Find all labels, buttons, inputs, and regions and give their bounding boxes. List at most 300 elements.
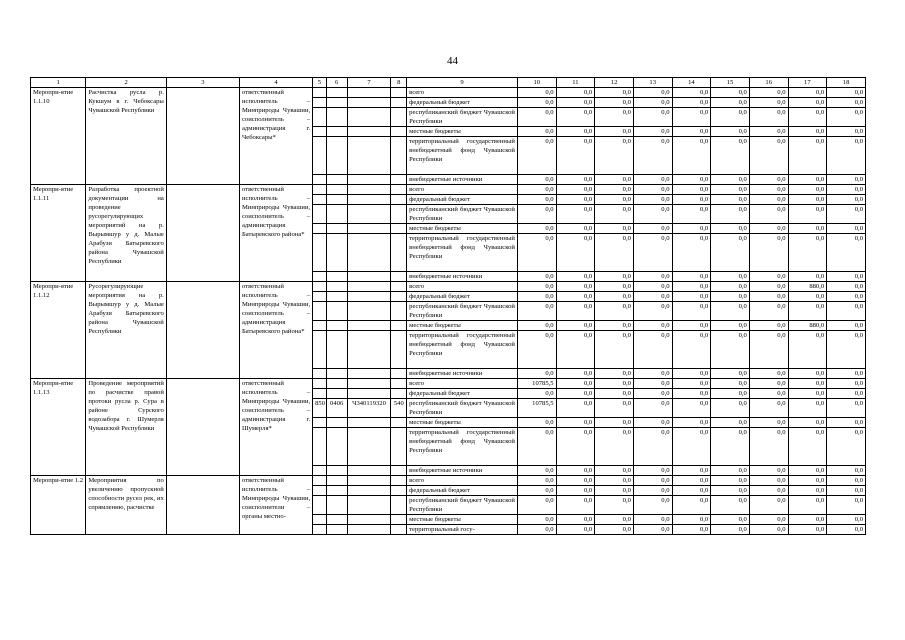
budget-code-c5 xyxy=(313,282,327,292)
funding-source: федеральный бюджет xyxy=(407,98,518,108)
amount-cell: 0,0 xyxy=(749,525,788,535)
funding-source: всего xyxy=(407,185,518,195)
table-row xyxy=(31,282,866,292)
amount-cell: 0,0 xyxy=(595,272,634,282)
amount-cell: 0,0 xyxy=(517,272,556,282)
event-name: Мероприятия по увеличению пропускной способности русел рек, их спрямлению, расчистке xyxy=(86,476,166,535)
amount-cell: 0,0 xyxy=(633,205,672,224)
amount-cell: 0,0 xyxy=(788,127,827,137)
budget-code-c6: 0406 xyxy=(326,399,347,418)
amount-cell: 0,0 xyxy=(633,234,672,272)
amount-cell: 0,0 xyxy=(672,476,711,486)
amount-cell: 0,0 xyxy=(556,399,595,418)
amount-cell: 0,0 xyxy=(556,466,595,476)
budget-code-c6 xyxy=(326,369,347,379)
amount-cell: 0,0 xyxy=(672,369,711,379)
event-code: Меропри-ятие 1.1.13 xyxy=(31,379,86,476)
amount-cell: 0,0 xyxy=(827,428,866,466)
funding-source: территориальный госу- xyxy=(407,525,518,535)
amount-cell: 0,0 xyxy=(517,224,556,234)
amount-cell: 0,0 xyxy=(672,234,711,272)
event-name: Расчистка русла р. Кукшум в г. Чебоксары Чувашской Республики xyxy=(86,88,166,185)
amount-cell: 0,0 xyxy=(556,486,595,496)
amount-cell: 0,0 xyxy=(827,466,866,476)
budget-code-c8 xyxy=(391,137,407,175)
amount-cell: 0,0 xyxy=(711,88,750,98)
amount-cell: 0,0 xyxy=(711,137,750,175)
amount-cell: 0,0 xyxy=(517,496,556,515)
amount-cell: 0,0 xyxy=(633,466,672,476)
budget-code-c5 xyxy=(313,292,327,302)
amount-cell: 0,0 xyxy=(517,98,556,108)
amount-cell: 0,0 xyxy=(788,525,827,535)
amount-cell: 0,0 xyxy=(827,515,866,525)
amount-cell: 0,0 xyxy=(672,418,711,428)
budget-code-c5 xyxy=(313,98,327,108)
amount-cell: 0,0 xyxy=(556,428,595,466)
budget-code-c8 xyxy=(391,292,407,302)
budget-code-c5 xyxy=(313,272,327,282)
amount-cell: 0,0 xyxy=(633,476,672,486)
amount-cell: 0,0 xyxy=(517,466,556,476)
amount-cell: 0,0 xyxy=(672,302,711,321)
amount-cell: 0,0 xyxy=(595,466,634,476)
amount-cell: 0,0 xyxy=(672,389,711,399)
amount-cell: 0,0 xyxy=(788,195,827,205)
column-header: 7 xyxy=(347,78,391,88)
budget-code-c6 xyxy=(326,496,347,515)
budget-code-c5 xyxy=(313,476,327,486)
amount-cell: 0,0 xyxy=(749,195,788,205)
amount-cell: 0,0 xyxy=(827,175,866,185)
amount-cell: 0,0 xyxy=(672,224,711,234)
amount-cell: 0,0 xyxy=(633,185,672,195)
budget-code-c6 xyxy=(326,195,347,205)
amount-cell: 0,0 xyxy=(827,272,866,282)
amount-cell: 0,0 xyxy=(517,127,556,137)
amount-cell: 0,0 xyxy=(827,224,866,234)
amount-cell: 0,0 xyxy=(556,205,595,224)
amount-cell: 0,0 xyxy=(749,399,788,418)
budget-code-c5 xyxy=(313,515,327,525)
budget-code-c6 xyxy=(326,137,347,175)
amount-cell: 0,0 xyxy=(788,486,827,496)
budget-code-c8 xyxy=(391,127,407,137)
amount-cell: 0,0 xyxy=(672,496,711,515)
funding-source: местные бюджеты xyxy=(407,127,518,137)
amount-cell: 0,0 xyxy=(788,476,827,486)
amount-cell: 0,0 xyxy=(633,282,672,292)
funding-source: республиканский бюджет Чувашской Республики xyxy=(407,108,518,127)
amount-cell: 0,0 xyxy=(711,486,750,496)
amount-cell: 0,0 xyxy=(749,466,788,476)
amount-cell: 0,0 xyxy=(827,205,866,224)
amount-cell: 0,0 xyxy=(556,88,595,98)
budget-code-c5 xyxy=(313,88,327,98)
amount-cell: 0,0 xyxy=(788,98,827,108)
budget-code-c5 xyxy=(313,185,327,195)
budget-code-c6 xyxy=(326,515,347,525)
amount-cell: 0,0 xyxy=(517,234,556,272)
empty-cell xyxy=(166,88,239,185)
event-name: Проведение мероприятий по расчистке правой протоки русла р. Сура в районе Сурского водозабора г. Шумерля Чувашской Республики xyxy=(86,379,166,476)
amount-cell: 0,0 xyxy=(749,379,788,389)
budget-code-c6 xyxy=(326,389,347,399)
budget-code-c8 xyxy=(391,282,407,292)
amount-cell: 0,0 xyxy=(595,205,634,224)
amount-cell: 0,0 xyxy=(633,137,672,175)
amount-cell: 0,0 xyxy=(749,205,788,224)
budget-code-c6 xyxy=(326,108,347,127)
amount-cell: 0,0 xyxy=(827,389,866,399)
amount-cell: 0,0 xyxy=(788,302,827,321)
amount-cell: 0,0 xyxy=(633,525,672,535)
amount-cell: 0,0 xyxy=(672,205,711,224)
amount-cell: 0,0 xyxy=(711,127,750,137)
amount-cell: 0,0 xyxy=(517,486,556,496)
amount-cell: 0,0 xyxy=(595,282,634,292)
budget-code-c6 xyxy=(326,98,347,108)
amount-cell: 0,0 xyxy=(749,486,788,496)
amount-cell: 0,0 xyxy=(711,234,750,272)
budget-code-c7 xyxy=(347,185,391,195)
amount-cell: 0,0 xyxy=(749,331,788,369)
funding-source: местные бюджеты xyxy=(407,418,518,428)
budget-code-c7 xyxy=(347,496,391,515)
budget-code-c8 xyxy=(391,525,407,535)
amount-cell: 0,0 xyxy=(672,321,711,331)
budget-code-c5: 850 xyxy=(313,399,327,418)
amount-cell: 0,0 xyxy=(788,137,827,175)
amount-cell: 0,0 xyxy=(788,88,827,98)
amount-cell: 0,0 xyxy=(672,127,711,137)
amount-cell: 0,0 xyxy=(595,88,634,98)
budget-code-c7 xyxy=(347,486,391,496)
amount-cell: 0,0 xyxy=(517,331,556,369)
budget-code-c8 xyxy=(391,389,407,399)
budget-code-c5 xyxy=(313,466,327,476)
amount-cell: 0,0 xyxy=(749,428,788,466)
amount-cell: 0,0 xyxy=(749,185,788,195)
executor: ответственный исполнитель – Минприроды Чувашии, соисполнитель – администрация Батыревского района* xyxy=(239,282,312,379)
budget-code-c6 xyxy=(326,175,347,185)
amount-cell: 0,0 xyxy=(517,428,556,466)
empty-cell xyxy=(166,282,239,379)
amount-cell: 0,0 xyxy=(556,369,595,379)
budget-code-c6 xyxy=(326,486,347,496)
amount-cell: 0,0 xyxy=(827,496,866,515)
amount-cell: 0,0 xyxy=(749,418,788,428)
amount-cell: 0,0 xyxy=(711,292,750,302)
budget-code-c6 xyxy=(326,292,347,302)
budget-code-c7 xyxy=(347,195,391,205)
amount-cell: 0,0 xyxy=(595,418,634,428)
amount-cell: 0,0 xyxy=(672,466,711,476)
amount-cell: 0,0 xyxy=(672,98,711,108)
table-row xyxy=(31,185,866,195)
amount-cell: 0,0 xyxy=(517,515,556,525)
amount-cell: 0,0 xyxy=(827,98,866,108)
budget-code-c8 xyxy=(391,379,407,389)
budget-code-c8 xyxy=(391,88,407,98)
amount-cell: 0,0 xyxy=(827,88,866,98)
amount-cell: 0,0 xyxy=(633,88,672,98)
amount-cell: 0,0 xyxy=(788,466,827,476)
budget-code-c8 xyxy=(391,195,407,205)
amount-cell: 0,0 xyxy=(633,418,672,428)
table-row xyxy=(31,379,866,389)
executor: ответственный исполнитель – Минприроды Чувашии, соисполнитель – администрация г. Чебоксары* xyxy=(239,88,312,185)
funding-source: республиканский бюджет Чувашской Республики xyxy=(407,496,518,515)
amount-cell: 0,0 xyxy=(517,418,556,428)
amount-cell: 0,0 xyxy=(556,185,595,195)
amount-cell: 0,0 xyxy=(788,399,827,418)
funding-source: территориальный государственный внебюджетный фонд Чувашской Республики xyxy=(407,331,518,369)
budget-code-c7: Ч340119320 xyxy=(347,399,391,418)
budget-code-c7 xyxy=(347,292,391,302)
executor: ответственный исполнитель – Минприроды Чувашии, соисполнители – органы местно- xyxy=(239,476,312,535)
budget-code-c5 xyxy=(313,321,327,331)
amount-cell: 0,0 xyxy=(633,127,672,137)
column-header: 1 xyxy=(31,78,86,88)
column-header: 10 xyxy=(517,78,556,88)
amount-cell: 0,0 xyxy=(556,515,595,525)
budget-code-c7 xyxy=(347,369,391,379)
table-row xyxy=(31,88,866,98)
amount-cell: 0,0 xyxy=(827,282,866,292)
amount-cell: 0,0 xyxy=(672,195,711,205)
budget-code-c5 xyxy=(313,108,327,127)
amount-cell: 10785,5 xyxy=(517,399,556,418)
amount-cell: 0,0 xyxy=(749,137,788,175)
amount-cell: 0,0 xyxy=(749,369,788,379)
amount-cell: 0,0 xyxy=(633,428,672,466)
budget-code-c6 xyxy=(326,234,347,272)
funding-source: федеральный бюджет xyxy=(407,195,518,205)
amount-cell: 0,0 xyxy=(517,282,556,292)
amount-cell: 0,0 xyxy=(595,175,634,185)
funding-source: федеральный бюджет xyxy=(407,292,518,302)
amount-cell: 0,0 xyxy=(827,399,866,418)
header-row xyxy=(31,78,866,88)
budget-code-c7 xyxy=(347,331,391,369)
budget-code-c5 xyxy=(313,486,327,496)
budget-code-c7 xyxy=(347,525,391,535)
amount-cell: 0,0 xyxy=(672,331,711,369)
amount-cell: 0,0 xyxy=(749,224,788,234)
amount-cell: 0,0 xyxy=(711,205,750,224)
amount-cell: 0,0 xyxy=(672,175,711,185)
funding-source: республиканский бюджет Чувашской Республики xyxy=(407,302,518,321)
amount-cell: 0,0 xyxy=(517,302,556,321)
budget-code-c5 xyxy=(313,137,327,175)
budget-code-c7 xyxy=(347,466,391,476)
amount-cell: 0,0 xyxy=(711,98,750,108)
amount-cell: 0,0 xyxy=(749,127,788,137)
budget-code-c8 xyxy=(391,428,407,466)
budget-code-c7 xyxy=(347,272,391,282)
budget-code-c7 xyxy=(347,418,391,428)
amount-cell: 0,0 xyxy=(749,98,788,108)
budget-code-c7 xyxy=(347,88,391,98)
amount-cell: 0,0 xyxy=(556,389,595,399)
amount-cell: 0,0 xyxy=(711,369,750,379)
amount-cell: 0,0 xyxy=(788,175,827,185)
budget-code-c6 xyxy=(326,127,347,137)
amount-cell: 10785,5 xyxy=(517,379,556,389)
amount-cell: 0,0 xyxy=(788,389,827,399)
column-header: 2 xyxy=(86,78,166,88)
amount-cell: 0,0 xyxy=(556,418,595,428)
column-header: 16 xyxy=(749,78,788,88)
amount-cell: 0,0 xyxy=(749,292,788,302)
budget-code-c8 xyxy=(391,486,407,496)
budget-code-c5 xyxy=(313,418,327,428)
amount-cell: 0,0 xyxy=(827,127,866,137)
amount-cell: 0,0 xyxy=(595,476,634,486)
column-header: 8 xyxy=(391,78,407,88)
budget-code-c8 xyxy=(391,98,407,108)
budget-code-c7 xyxy=(347,98,391,108)
empty-cell xyxy=(166,476,239,535)
column-header: 13 xyxy=(633,78,672,88)
budget-code-c6 xyxy=(326,418,347,428)
amount-cell: 0,0 xyxy=(595,224,634,234)
amount-cell: 0,0 xyxy=(556,234,595,272)
amount-cell: 0,0 xyxy=(788,331,827,369)
budget-code-c7 xyxy=(347,515,391,525)
amount-cell: 0,0 xyxy=(517,185,556,195)
amount-cell: 0,0 xyxy=(556,379,595,389)
amount-cell: 0,0 xyxy=(827,525,866,535)
amount-cell: 0,0 xyxy=(827,292,866,302)
column-header: 17 xyxy=(788,78,827,88)
amount-cell: 0,0 xyxy=(595,127,634,137)
budget-table xyxy=(30,77,866,535)
budget-code-c6 xyxy=(326,185,347,195)
amount-cell: 0,0 xyxy=(827,195,866,205)
amount-cell: 0,0 xyxy=(517,292,556,302)
executor: ответственный исполнитель – Минприроды Чувашии, соисполнитель – администрация г. Шумерля* xyxy=(239,379,312,476)
budget-code-c5 xyxy=(313,428,327,466)
amount-cell: 0,0 xyxy=(517,88,556,98)
amount-cell: 0,0 xyxy=(556,525,595,535)
amount-cell: 0,0 xyxy=(711,476,750,486)
amount-cell: 0,0 xyxy=(556,98,595,108)
amount-cell: 0,0 xyxy=(556,496,595,515)
amount-cell: 0,0 xyxy=(711,399,750,418)
amount-cell: 0,0 xyxy=(749,321,788,331)
amount-cell: 0,0 xyxy=(749,476,788,486)
empty-cell xyxy=(166,185,239,282)
amount-cell: 0,0 xyxy=(711,175,750,185)
budget-code-c5 xyxy=(313,195,327,205)
column-header: 9 xyxy=(407,78,518,88)
amount-cell: 0,0 xyxy=(633,321,672,331)
amount-cell: 0,0 xyxy=(595,515,634,525)
amount-cell: 0,0 xyxy=(595,234,634,272)
amount-cell: 0,0 xyxy=(595,428,634,466)
funding-source: внебюджетные источники xyxy=(407,175,518,185)
amount-cell: 0,0 xyxy=(827,321,866,331)
budget-code-c6 xyxy=(326,282,347,292)
budget-code-c5 xyxy=(313,234,327,272)
funding-source: всего xyxy=(407,88,518,98)
funding-source: местные бюджеты xyxy=(407,224,518,234)
amount-cell: 0,0 xyxy=(517,389,556,399)
amount-cell: 880,0 xyxy=(788,282,827,292)
amount-cell: 0,0 xyxy=(595,302,634,321)
amount-cell: 0,0 xyxy=(711,321,750,331)
amount-cell: 0,0 xyxy=(672,282,711,292)
amount-cell: 0,0 xyxy=(633,399,672,418)
amount-cell: 0,0 xyxy=(517,525,556,535)
funding-source: внебюджетные источники xyxy=(407,369,518,379)
amount-cell: 0,0 xyxy=(633,515,672,525)
event-code: Меропри-ятие 1.1.12 xyxy=(31,282,86,379)
budget-code-c7 xyxy=(347,108,391,127)
budget-code-c8 xyxy=(391,234,407,272)
budget-code-c6 xyxy=(326,331,347,369)
amount-cell: 0,0 xyxy=(595,321,634,331)
budget-code-c7 xyxy=(347,389,391,399)
budget-code-c5 xyxy=(313,175,327,185)
budget-code-c7 xyxy=(347,428,391,466)
amount-cell: 0,0 xyxy=(788,428,827,466)
budget-code-c6 xyxy=(326,525,347,535)
amount-cell: 0,0 xyxy=(788,224,827,234)
budget-code-c8: 540 xyxy=(391,399,407,418)
amount-cell: 0,0 xyxy=(711,496,750,515)
amount-cell: 0,0 xyxy=(827,331,866,369)
amount-cell: 0,0 xyxy=(749,496,788,515)
amount-cell: 0,0 xyxy=(556,175,595,185)
amount-cell: 0,0 xyxy=(595,195,634,205)
amount-cell: 0,0 xyxy=(711,108,750,127)
budget-code-c7 xyxy=(347,127,391,137)
amount-cell: 0,0 xyxy=(749,302,788,321)
amount-cell: 0,0 xyxy=(788,418,827,428)
amount-cell: 0,0 xyxy=(633,496,672,515)
amount-cell: 0,0 xyxy=(672,525,711,535)
amount-cell: 0,0 xyxy=(788,272,827,282)
amount-cell: 0,0 xyxy=(672,515,711,525)
event-name: Русорегулирующие мероприятия на р. Вырымшур у д. Малые Арабузи Батыревского района Чувашской Республики xyxy=(86,282,166,379)
budget-code-c8 xyxy=(391,418,407,428)
budget-code-c6 xyxy=(326,321,347,331)
amount-cell: 0,0 xyxy=(749,108,788,127)
funding-source: внебюджетные источники xyxy=(407,466,518,476)
amount-cell: 0,0 xyxy=(595,496,634,515)
budget-code-c7 xyxy=(347,321,391,331)
funding-source: всего xyxy=(407,379,518,389)
amount-cell: 0,0 xyxy=(711,272,750,282)
column-header: 6 xyxy=(326,78,347,88)
amount-cell: 0,0 xyxy=(672,137,711,175)
funding-source: республиканский бюджет Чувашской Республики xyxy=(407,205,518,224)
amount-cell: 0,0 xyxy=(517,321,556,331)
amount-cell: 0,0 xyxy=(517,205,556,224)
amount-cell: 0,0 xyxy=(595,137,634,175)
budget-code-c6 xyxy=(326,88,347,98)
column-header: 11 xyxy=(556,78,595,88)
budget-code-c7 xyxy=(347,476,391,486)
budget-code-c7 xyxy=(347,379,391,389)
amount-cell: 0,0 xyxy=(788,515,827,525)
budget-code-c6 xyxy=(326,476,347,486)
budget-code-c5 xyxy=(313,331,327,369)
amount-cell: 0,0 xyxy=(827,486,866,496)
